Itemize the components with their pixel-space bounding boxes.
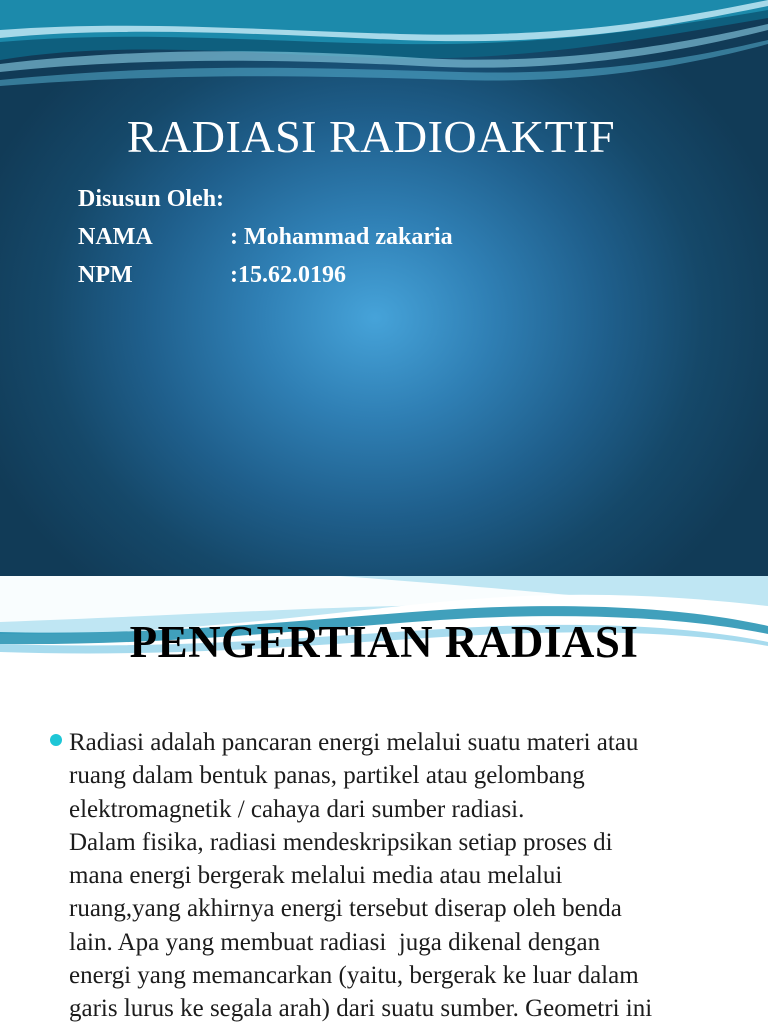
body-line: lain. Apa yang membuat radiasi juga dikenal dengan	[69, 928, 601, 956]
body-line: garis lurus ke segala arah) dari suatu sumber. Geometri ini	[69, 995, 653, 1023]
body-line: mana energi bergerak melalui media atau melalui	[69, 862, 563, 890]
author-heading: Disusun Oleh:	[78, 186, 225, 212]
body-line: energi yang memancarkan (yaitu, bergerak ke luar dalam	[69, 962, 639, 990]
npm-row	[78, 256, 453, 294]
name-value: : Mohammad zakaria	[230, 224, 453, 250]
npm-label: NPM	[78, 262, 133, 288]
body-line: ruang dalam bentuk panas, partikel atau gelombang	[69, 762, 585, 790]
definition-body	[69, 726, 749, 1026]
author-info	[78, 180, 453, 294]
name-label: NAMA	[78, 224, 153, 250]
body-line: ruang,yang akhirnya energi tersebut diserap oleh benda	[69, 895, 622, 923]
name-row	[78, 218, 453, 256]
bullet-dot-icon	[50, 734, 62, 746]
body-line: elektromagnetik / cahaya dari sumber radiasi.	[69, 795, 525, 823]
slide-definition-heading: PENGERTIAN RADIASI	[129, 617, 639, 667]
npm-value: :15.62.0196	[230, 262, 346, 288]
body-line: Dalam fisika, radiasi mendeskripsikan setiap proses di	[69, 828, 613, 856]
wave-decoration-top	[0, 0, 768, 110]
slide-title-heading: RADIASI RADIOAKTIF	[126, 111, 616, 162]
body-line: Radiasi adalah pancaran energi melalui suatu materi atau	[69, 729, 639, 756]
